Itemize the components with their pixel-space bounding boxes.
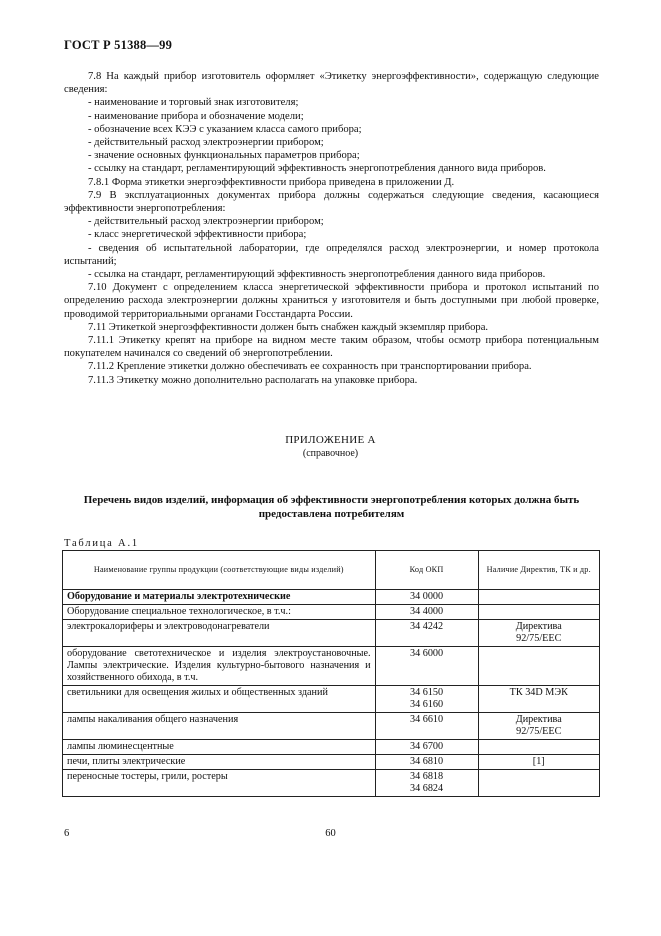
- table-row: [63, 647, 600, 686]
- row-group-name: печи, плиты электрические: [63, 755, 376, 770]
- row-directive: [478, 605, 600, 620]
- table-row: [63, 713, 600, 740]
- page-number-center: 60: [325, 828, 336, 839]
- paragraph: - наименование прибора и обозначение модели;: [88, 110, 304, 122]
- table-row: [63, 770, 600, 797]
- paragraph: 7.11 Этикеткой энергоэффективности должен быть снабжен каждый экземпляр прибора.: [88, 321, 489, 333]
- header-directives: Наличие Директив, ТК и др.: [478, 551, 600, 590]
- paragraph: 7.8.1 Форма этикетки энергоэффективности прибора приведена в приложении Д.: [88, 176, 455, 188]
- row-okp-code: 34 6818 34 6824: [375, 770, 478, 797]
- paragraph: - ссылку на стандарт, регламентирующий эффективность энергопотребления данного вида приборов.: [88, 163, 546, 175]
- table-label: Таблица А.1: [64, 538, 139, 549]
- table-row: [63, 590, 600, 605]
- paragraph: - ссылка на стандарт, регламентирующий эффективность энергопотребления данного вида приборов.: [88, 269, 546, 281]
- row-group-name: переносные тостеры, грили, ростеры: [63, 770, 376, 797]
- row-group-name: лампы люминесцентные: [63, 740, 376, 755]
- row-okp-code: 34 6150 34 6160: [375, 686, 478, 713]
- paragraph: 7.11.2 Крепление этикетки должно обеспечивать ее сохранность при транспортировании прибора.: [88, 361, 532, 373]
- row-okp-code: 34 6610: [375, 713, 478, 740]
- paragraph: 7.9 В эксплуатационных документах прибора должны содержаться следующие сведения, касающиеся эффективности энергопотребления:: [64, 189, 599, 215]
- row-group-name: лампы накаливания общего назначения: [63, 713, 376, 740]
- row-directive: [478, 770, 600, 797]
- row-directive: ТК 34D МЭК: [478, 686, 600, 713]
- row-okp-code: 34 6810: [375, 755, 478, 770]
- paragraph: 7.8 На каждый прибор изготовитель оформляет «Этикетку энергоэффективности», содержащую следующие сведения:: [64, 71, 599, 96]
- row-directive: [478, 590, 600, 605]
- row-okp-code: 34 6700: [375, 740, 478, 755]
- table-row: [63, 755, 600, 770]
- products-table: [62, 550, 600, 797]
- table-title: Перечень видов изделий, информация об эффективности энергопотребления которых должна быть предоставлена потребителям: [83, 494, 580, 520]
- page-number-left: 6: [64, 828, 70, 839]
- row-directive: [478, 740, 600, 755]
- appendix-title: ПРИЛОЖЕНИЕ А: [285, 434, 376, 446]
- paragraph: - действительный расход электроэнергии прибором;: [88, 137, 324, 149]
- row-okp-code: 34 4000: [375, 605, 478, 620]
- table-row: [63, 620, 600, 647]
- paragraph: - сведения об испытательной лаборатории, где определялся расход электроэнергии, и номер протокола испытаний;: [64, 242, 599, 267]
- appendix-subtitle: (справочное): [302, 448, 359, 459]
- paragraph: 7.11.1 Этикетку крепят на приборе на видном месте таким образом, чтобы осмотр прибора потенциальным покупателем начинался со сведений об энергопотреблении.: [64, 335, 599, 360]
- row-directive: [1]: [478, 755, 600, 770]
- row-directive: Директива 92/75/ЕЕС: [478, 713, 600, 740]
- paragraph: - обозначение всех КЭЭ с указанием класса самого прибора;: [88, 123, 362, 135]
- paragraph: 7.11.3 Этикетку можно дополнительно располагать на упаковке прибора.: [88, 374, 418, 386]
- row-group-name: светильники для освещения жилых и общественных зданий: [63, 686, 376, 713]
- document-header: ГОСТ Р 51388—99: [64, 38, 173, 52]
- paragraph: - действительный расход электроэнергии прибором;: [88, 216, 324, 228]
- row-okp-code: 34 0000: [375, 590, 478, 605]
- paragraph: - класс энергетической эффективности прибора;: [88, 229, 307, 241]
- table-row: [63, 605, 600, 620]
- row-group-name: электрокалориферы и электроводонагреватели: [63, 620, 376, 647]
- row-group-name: Оборудование специальное технологическое, в т.ч.:: [63, 605, 376, 620]
- paragraph: 7.10 Документ с определением класса энергетической эффективности прибора и протокол испытаний по определению расхода электроэнергии должны храниться у изготовителя и быть доступными при любой проверке, проводимой территориальными органами Госстандарта России.: [64, 282, 599, 320]
- body-text: [64, 70, 599, 387]
- row-group-name: Оборудование и материалы электротехнические: [63, 590, 376, 605]
- paragraph: - значение основных функциональных параметров прибора;: [88, 150, 360, 162]
- row-group-name: оборудование светотехническое и изделия электроустановочные. Лампы электрические. Изделия культурно-бытового назначения и хозяйственного обихода, в т.ч.: [63, 647, 376, 686]
- row-directive: Директива 92/75/ЕЕС: [478, 620, 600, 647]
- row-okp-code: 34 6000: [375, 647, 478, 686]
- table-header-row: [63, 551, 600, 590]
- table-row: [63, 686, 600, 713]
- table-row: [63, 740, 600, 755]
- row-okp-code: 34 4242: [375, 620, 478, 647]
- row-directive: [478, 647, 600, 686]
- header-group-name: Наименование группы продукции (соответствующие виды изделий): [63, 551, 376, 590]
- header-okp-code: Код ОКП: [375, 551, 478, 590]
- paragraph: - наименование и торговый знак изготовителя;: [88, 97, 299, 109]
